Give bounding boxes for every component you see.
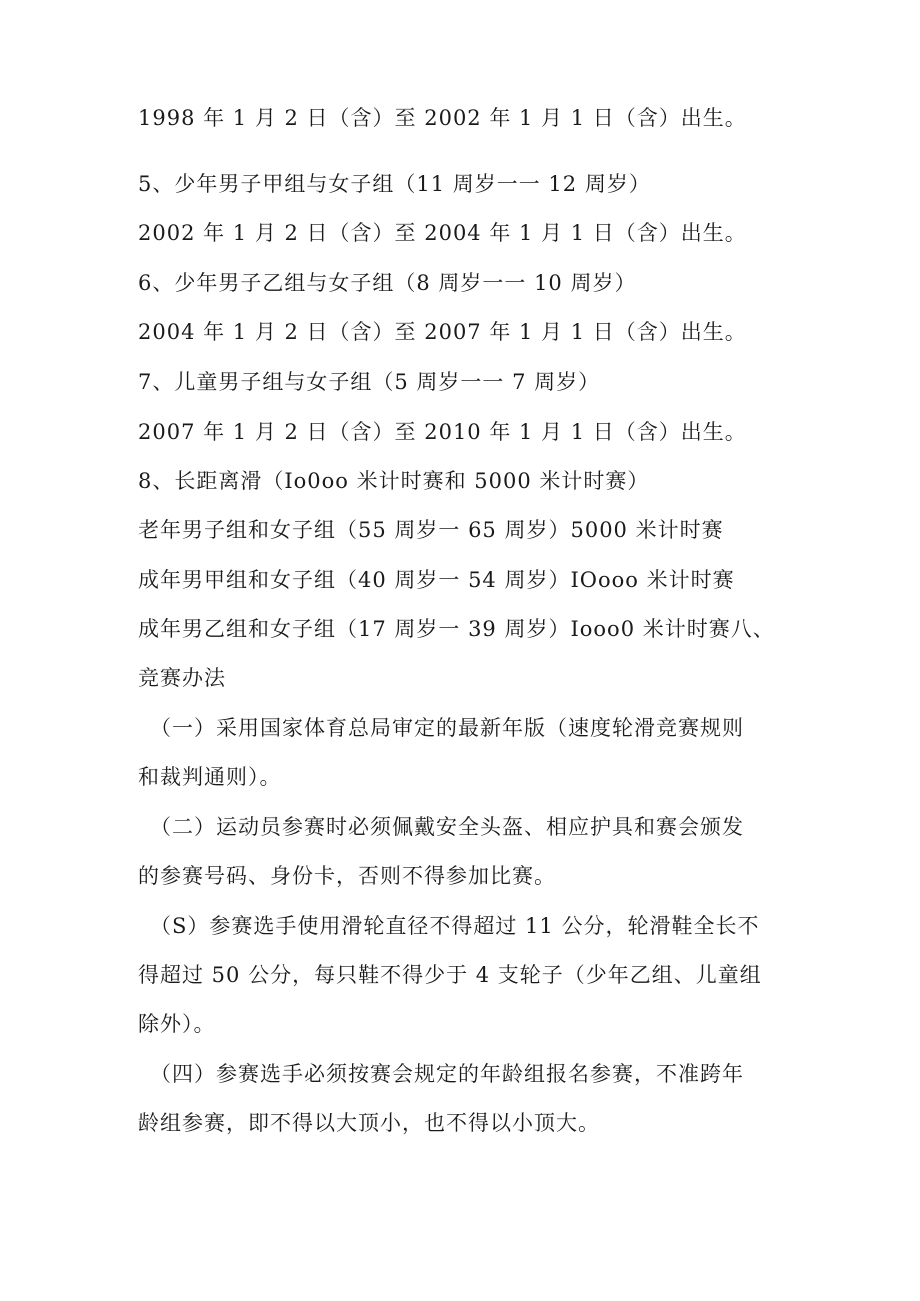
text-line-rule-1-cont: 和裁判通则）。 — [138, 765, 282, 789]
text-line-rule-3: （S）参赛选手使用滑轮直径不得超过 11 公分，轮滑鞋全长不 — [150, 914, 760, 938]
text-line-birth-range-2002: 2002 年 1 月 2 日（含）至 2004 年 1 月 1 日（含）出生。 — [138, 221, 747, 245]
text-line-rule-3-end: 除外）。 — [138, 1012, 216, 1036]
text-line-senior-group: 老年男子组和女子组（55 周岁一 65 周岁）5000 米计时赛 — [138, 518, 724, 542]
text-line-rule-1: （一）采用国家体育总局审定的最新年版（速度轮滑竞赛规则 — [150, 716, 744, 740]
text-line-adult-a-group: 成年男甲组和女子组（40 周岁一 54 周岁）IOooo 米计时赛 — [138, 568, 735, 592]
text-line-adult-b-group: 成年男乙组和女子组（17 周岁一 39 周岁）Iooo0 米计时赛八、 — [138, 617, 775, 641]
text-line-group-6: 6、少年男子乙组与女子组（8 周岁一一 10 周岁） — [138, 271, 637, 295]
text-line-birth-range-1998: 1998 年 1 月 2 日（含）至 2002 年 1 月 1 日（含）出生。 — [138, 106, 747, 130]
text-line-rule-2: （二）运动员参赛时必须佩戴安全头盔、相应护具和赛会颁发 — [150, 815, 744, 839]
text-line-group-5: 5、少年男子甲组与女子组（11 周岁一一 12 周岁） — [138, 172, 651, 196]
text-line-birth-range-2004: 2004 年 1 月 2 日（含）至 2007 年 1 月 1 日（含）出生。 — [138, 320, 747, 344]
section-heading-competition-method: 竞赛办法 — [138, 666, 226, 690]
text-line-group-8: 8、长距离滑（Io0oo 米计时赛和 5000 米计时赛） — [138, 469, 650, 493]
text-line-rule-2-cont: 的参赛号码、身份卡，否则不得参加比赛。 — [138, 864, 556, 888]
text-line-rule-4-cont: 龄组参赛，即不得以大顶小，也不得以小顶大。 — [138, 1111, 600, 1135]
text-line-group-7: 7、儿童男子组与女子组（5 周岁一一 7 周岁） — [138, 370, 601, 394]
text-line-rule-3-cont: 得超过 50 公分，每只鞋不得少于 4 支轮子（少年乙组、儿童组 — [138, 963, 762, 987]
text-line-birth-range-2007: 2007 年 1 月 2 日（含）至 2010 年 1 月 1 日（含）出生。 — [138, 420, 747, 444]
text-line-rule-4: （四）参赛选手必须按赛会规定的年龄组报名参赛，不准跨年 — [150, 1062, 744, 1086]
